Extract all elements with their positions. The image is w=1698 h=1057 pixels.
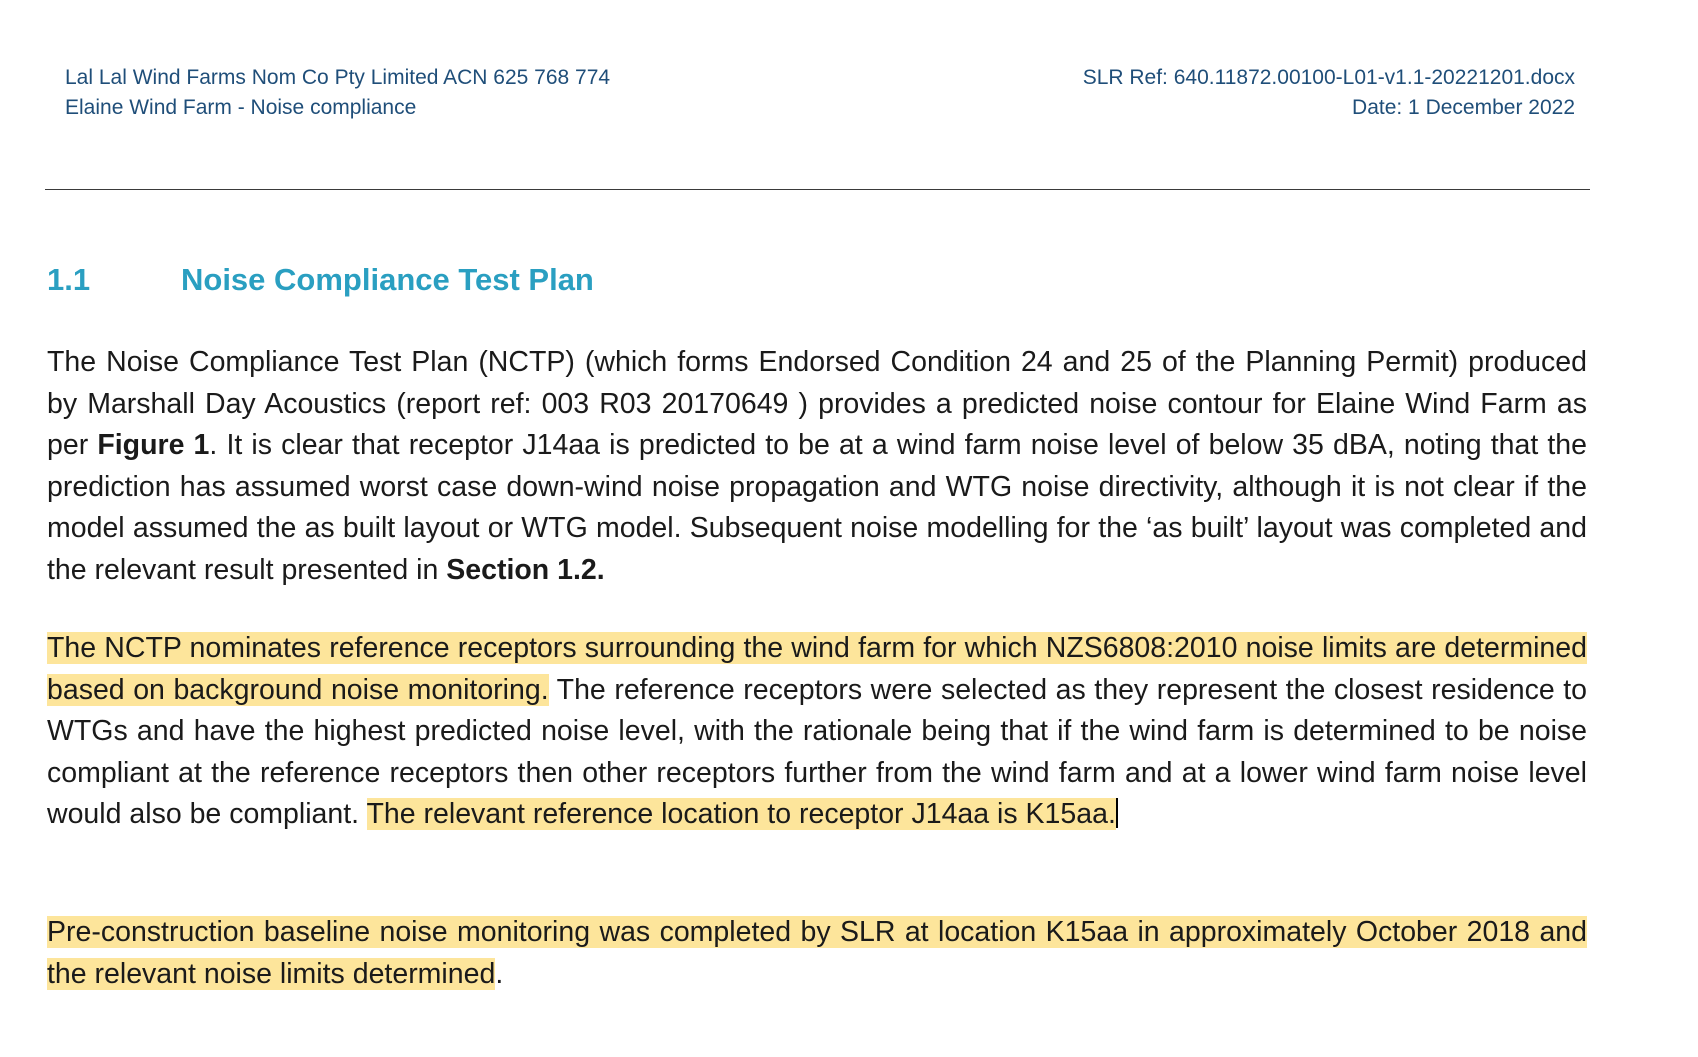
paragraph-reference-receptors[interactable]: [47, 628, 1587, 836]
project-line: Elaine Wind Farm - Noise compliance: [65, 96, 417, 119]
paragraph-nctp-intro[interactable]: [47, 342, 1587, 591]
highlighted-text: The relevant reference location to receptor J14aa is K15aa.: [366, 798, 1116, 830]
paragraph-baseline-monitoring[interactable]: [47, 912, 1587, 995]
highlighted-text: Pre-construction baseline noise monitoring was completed by SLR at location K15aa in approximately October 2018 and the relevant noise limits determined: [47, 916, 1587, 990]
highlighted-text: The NCTP nominates reference receptors surrounding the wind farm for which NZS6808:2010 noise limits are determined based on background noise monitoring.: [47, 632, 1587, 706]
header-divider: [45, 189, 1590, 190]
header-left: [65, 63, 610, 123]
section-heading: [47, 262, 594, 298]
figure-reference: Figure 1: [97, 429, 210, 461]
date-line: Date: 1 December 2022: [1352, 96, 1575, 119]
paragraph-text: The reference receptors were selected as they represent the closest residence to WTGs and have the highest predicted noise level, with the rationale being that if the wind farm is determined to be noise compliant at the reference receptors then other receptors further from the wind farm and at a lower wind farm noise level would also be compliant.: [47, 673, 1587, 830]
header-right: [900, 63, 1575, 123]
section-reference: Section 1.2.: [446, 553, 605, 586]
section-title: Noise Compliance Test Plan: [181, 262, 594, 297]
section-number: 1.1: [47, 262, 91, 297]
paragraph-text: The Noise Compliance Test Plan (NCTP) (which forms Endorsed Condition 24 and 25 of the Planning Permit) produced by Marshall Day Acoustics (report ref: 003 R03 20170649 ) provides a predicted noise contour for Elaine Wind Farm as per: [47, 346, 1587, 461]
text-cursor: [1116, 798, 1118, 828]
company-line: Lal Lal Wind Farms Nom Co Pty Limited ACN 625 768 774: [65, 66, 611, 89]
paragraph-text: .: [495, 957, 504, 990]
reference-line: SLR Ref: 640.11872.00100-L01-v1.1-20221201.docx: [1082, 66, 1575, 89]
paragraph-text: . It is clear that receptor J14aa is predicted to be at a wind farm noise level of below 35 dBA, noting that the prediction has assumed worst case down-wind noise propagation and WTG noise directivity, although it is not clear if the model assumed the as built layout or WTG model. Subsequent noise modelling for the ‘as built’ layout was completed and the relevant result presented in: [47, 429, 1587, 586]
